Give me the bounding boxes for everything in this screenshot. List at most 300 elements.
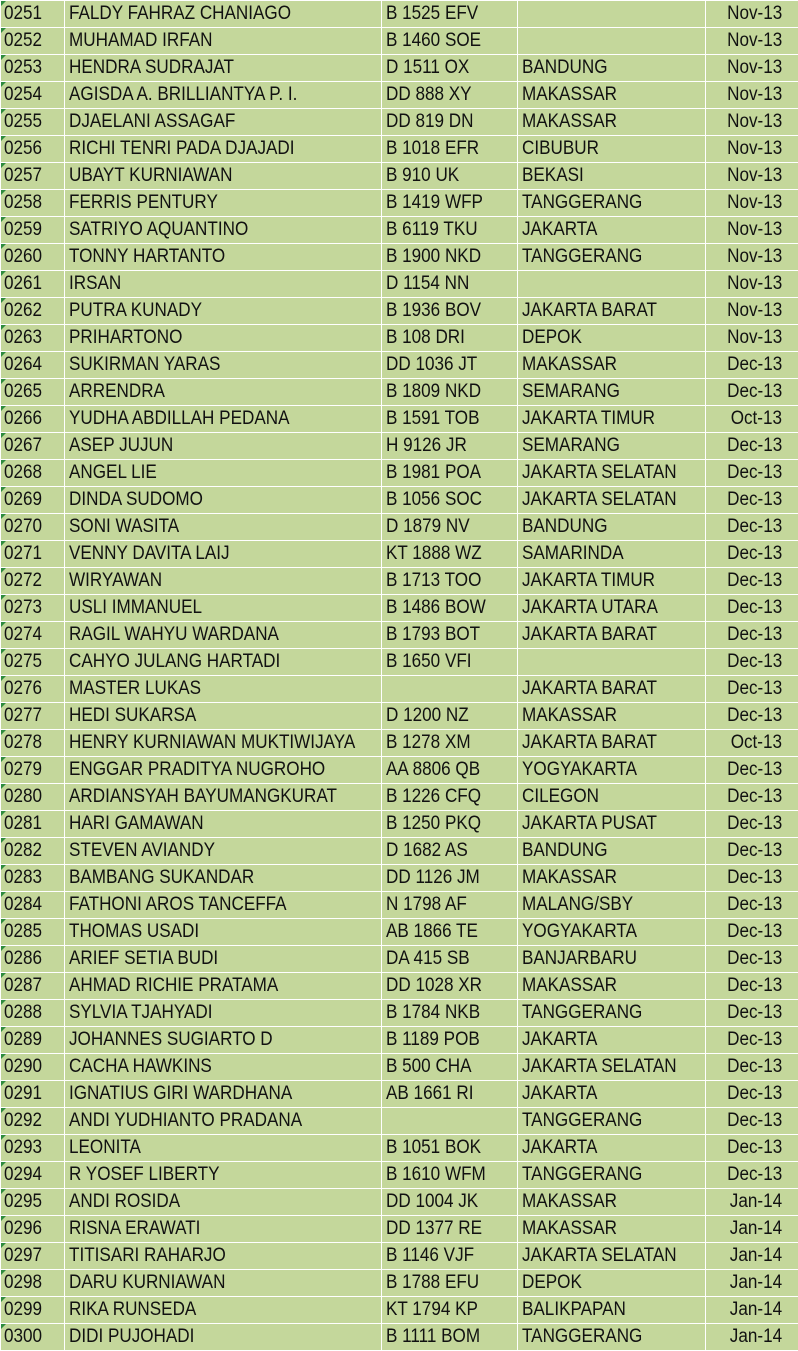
table-row [1, 1081, 798, 1108]
cell-date[interactable] [706, 460, 798, 487]
cell-name[interactable] [65, 298, 382, 325]
cell-city[interactable] [518, 838, 706, 865]
cell-plate[interactable] [382, 325, 518, 352]
cell-date[interactable] [706, 1162, 798, 1189]
cell-date[interactable] [706, 433, 798, 460]
cell-name[interactable] [65, 703, 382, 730]
cell-plate[interactable] [382, 568, 518, 595]
cell-plate[interactable] [382, 1108, 518, 1135]
cell-name[interactable] [65, 1027, 382, 1054]
cell-city-text: DEPOK [522, 1272, 582, 1293]
cell-number[interactable] [1, 919, 65, 946]
cell-city[interactable] [518, 595, 706, 622]
cell-number[interactable] [1, 271, 65, 298]
cell-plate[interactable] [382, 730, 518, 757]
cell-date[interactable] [706, 541, 798, 568]
cell-city[interactable] [518, 1081, 706, 1108]
cell-plate[interactable] [382, 1297, 518, 1324]
cell-date[interactable] [706, 1270, 798, 1297]
cell-number[interactable] [1, 460, 65, 487]
cell-date[interactable] [706, 1243, 798, 1270]
cell-plate[interactable] [382, 1, 518, 28]
cell-number[interactable] [1, 28, 65, 55]
cell-plate-text: B 1788 EFU [386, 1272, 480, 1293]
cell-number[interactable] [1, 1189, 65, 1216]
cell-name-text: HENDRA SUDRAJAT [69, 57, 235, 78]
cell-number[interactable] [1, 325, 65, 352]
cell-name[interactable] [65, 1324, 382, 1351]
cell-number-text: 0288 [4, 1002, 43, 1023]
cell-city[interactable] [518, 163, 706, 190]
cell-date[interactable] [706, 703, 798, 730]
cell-number[interactable] [1, 433, 65, 460]
cell-plate[interactable] [382, 973, 518, 1000]
cell-city[interactable] [518, 946, 706, 973]
cell-plate[interactable] [382, 487, 518, 514]
cell-date[interactable] [706, 109, 798, 136]
cell-number[interactable] [1, 1, 65, 28]
cell-name[interactable] [65, 406, 382, 433]
table-row [1, 1108, 798, 1135]
cell-name[interactable] [65, 865, 382, 892]
cell-number[interactable] [1, 595, 65, 622]
cell-city[interactable] [518, 892, 706, 919]
cell-number[interactable] [1, 1162, 65, 1189]
cell-name[interactable] [65, 325, 382, 352]
cell-plate[interactable] [382, 703, 518, 730]
cell-number[interactable] [1, 865, 65, 892]
cell-name-text: CAHYO JULANG HARTADI [69, 651, 281, 672]
cell-name[interactable] [65, 1297, 382, 1324]
cell-date[interactable] [706, 298, 798, 325]
cell-city[interactable] [518, 1270, 706, 1297]
cell-name[interactable] [65, 811, 382, 838]
cell-city[interactable] [518, 1243, 706, 1270]
cell-plate[interactable] [382, 460, 518, 487]
cell-number[interactable] [1, 487, 65, 514]
cell-name[interactable] [65, 379, 382, 406]
cell-number-text: 0276 [4, 678, 43, 699]
cell-plate[interactable] [382, 514, 518, 541]
cell-number[interactable] [1, 676, 65, 703]
cell-city-text: JAKARTA UTARA [522, 597, 658, 618]
cell-city[interactable] [518, 730, 706, 757]
cell-city-text: SEMARANG [522, 381, 620, 402]
cell-number[interactable] [1, 838, 65, 865]
cell-date[interactable] [706, 163, 798, 190]
cell-city[interactable] [518, 1216, 706, 1243]
cell-number[interactable] [1, 406, 65, 433]
cell-name-text: JOHANNES SUGIARTO D [69, 1029, 273, 1050]
cell-plate-text: D 1154 NN [386, 273, 470, 294]
cell-city[interactable] [518, 325, 706, 352]
cell-name[interactable] [65, 757, 382, 784]
table-row [1, 433, 798, 460]
cell-number[interactable] [1, 568, 65, 595]
cell-name-text: SONI WASITA [69, 516, 180, 537]
cell-name-text: VENNY DAVITA LAIJ [69, 543, 230, 564]
cell-name[interactable] [65, 244, 382, 271]
cell-plate[interactable] [382, 784, 518, 811]
cell-city[interactable] [518, 1135, 706, 1162]
cell-city[interactable] [518, 811, 706, 838]
cell-city-text: JAKARTA BARAT [522, 300, 657, 321]
cell-number[interactable] [1, 1027, 65, 1054]
cell-name[interactable] [65, 1162, 382, 1189]
cell-number[interactable] [1, 514, 65, 541]
cell-name[interactable] [65, 1135, 382, 1162]
cell-date[interactable] [706, 487, 798, 514]
cell-plate[interactable] [382, 55, 518, 82]
cell-city[interactable] [518, 1054, 706, 1081]
cell-city[interactable] [518, 217, 706, 244]
cell-name[interactable] [65, 649, 382, 676]
cell-date[interactable] [706, 622, 798, 649]
cell-plate[interactable] [382, 271, 518, 298]
cell-name[interactable] [65, 568, 382, 595]
cell-plate[interactable] [382, 298, 518, 325]
cell-number-text: 0299 [4, 1299, 43, 1320]
cell-name-text: STEVEN AVIANDY [69, 840, 216, 861]
cell-date-text: Dec-13 [726, 840, 782, 861]
cell-name[interactable] [65, 1, 382, 28]
cell-name[interactable] [65, 1189, 382, 1216]
cell-date-text: Dec-13 [726, 705, 782, 726]
cell-name[interactable] [65, 1216, 382, 1243]
cell-date[interactable] [706, 406, 798, 433]
cell-name[interactable] [65, 1108, 382, 1135]
cell-city[interactable] [518, 1297, 706, 1324]
cell-name-text: PUTRA KUNADY [69, 300, 203, 321]
cell-city-text: MAKASSAR [522, 1191, 618, 1212]
cell-date[interactable] [706, 352, 798, 379]
cell-city[interactable] [518, 649, 706, 676]
cell-date[interactable] [706, 676, 798, 703]
cell-number[interactable] [1, 730, 65, 757]
cell-date[interactable] [706, 919, 798, 946]
cell-plate[interactable] [382, 757, 518, 784]
cell-number[interactable] [1, 703, 65, 730]
cell-name[interactable] [65, 1000, 382, 1027]
cell-plate[interactable] [382, 109, 518, 136]
cell-name[interactable] [65, 892, 382, 919]
cell-city[interactable] [518, 757, 706, 784]
cell-number[interactable] [1, 82, 65, 109]
cell-number-text: 0257 [4, 165, 43, 186]
cell-date[interactable] [706, 28, 798, 55]
cell-city-text: TANGGERANG [522, 1326, 643, 1347]
cell-city[interactable] [518, 433, 706, 460]
cell-name-text: UBAYT KURNIAWAN [69, 165, 233, 186]
cell-name[interactable] [65, 541, 382, 568]
cell-number[interactable] [1, 136, 65, 163]
cell-city[interactable] [518, 244, 706, 271]
cell-number-text: 0297 [4, 1245, 43, 1266]
cell-name[interactable] [65, 946, 382, 973]
cell-plate[interactable] [382, 1324, 518, 1351]
cell-name[interactable] [65, 622, 382, 649]
cell-number[interactable] [1, 946, 65, 973]
cell-plate-text: DD 819 DN [386, 111, 474, 132]
cell-city[interactable] [518, 865, 706, 892]
cell-number[interactable] [1, 622, 65, 649]
cell-plate[interactable] [382, 136, 518, 163]
cell-date[interactable] [706, 379, 798, 406]
cell-number[interactable] [1, 1324, 65, 1351]
cell-city[interactable] [518, 406, 706, 433]
cell-plate[interactable] [382, 1081, 518, 1108]
cell-number[interactable] [1, 1081, 65, 1108]
cell-name[interactable] [65, 487, 382, 514]
cell-plate-text: B 1056 SOC [386, 489, 483, 510]
cell-number-text: 0287 [4, 975, 43, 996]
cell-number-text: 0260 [4, 246, 43, 267]
cell-name[interactable] [65, 838, 382, 865]
cell-plate[interactable] [382, 622, 518, 649]
cell-date[interactable] [706, 55, 798, 82]
cell-name-text: PRIHARTONO [69, 327, 183, 348]
cell-plate-text: B 1525 EFV [386, 3, 479, 24]
cell-city[interactable] [518, 1108, 706, 1135]
cell-city[interactable] [518, 1, 706, 28]
cell-name[interactable] [65, 676, 382, 703]
cell-date[interactable] [706, 1000, 798, 1027]
cell-name[interactable] [65, 595, 382, 622]
cell-number[interactable] [1, 811, 65, 838]
cell-city[interactable] [518, 514, 706, 541]
cell-plate[interactable] [382, 406, 518, 433]
cell-number[interactable] [1, 784, 65, 811]
cell-city[interactable] [518, 271, 706, 298]
cell-date[interactable] [706, 838, 798, 865]
cell-number[interactable] [1, 379, 65, 406]
cell-date[interactable] [706, 865, 798, 892]
cell-name[interactable] [65, 514, 382, 541]
cell-number[interactable] [1, 109, 65, 136]
cell-name[interactable] [65, 136, 382, 163]
cell-plate[interactable] [382, 1054, 518, 1081]
cell-date[interactable] [706, 514, 798, 541]
cell-date[interactable] [706, 1216, 798, 1243]
cell-number[interactable] [1, 1297, 65, 1324]
cell-plate-text: KT 1888 WZ [386, 543, 482, 564]
cell-name[interactable] [65, 919, 382, 946]
cell-name[interactable] [65, 190, 382, 217]
cell-date[interactable] [706, 1081, 798, 1108]
cell-date[interactable] [706, 757, 798, 784]
cell-date[interactable] [706, 1, 798, 28]
cell-date[interactable] [706, 1324, 798, 1351]
cell-date[interactable] [706, 217, 798, 244]
cell-plate[interactable] [382, 838, 518, 865]
cell-number-text: 0253 [4, 57, 43, 78]
cell-number[interactable] [1, 55, 65, 82]
cell-city[interactable] [518, 1000, 706, 1027]
cell-number[interactable] [1, 649, 65, 676]
cell-date-text: Jan-14 [729, 1272, 782, 1293]
cell-plate[interactable] [382, 811, 518, 838]
cell-date[interactable] [706, 973, 798, 1000]
cell-city[interactable] [518, 352, 706, 379]
cell-plate[interactable] [382, 946, 518, 973]
cell-plate[interactable] [382, 433, 518, 460]
cell-city[interactable] [518, 1162, 706, 1189]
cell-city[interactable] [518, 136, 706, 163]
cell-name[interactable] [65, 1081, 382, 1108]
cell-number[interactable] [1, 352, 65, 379]
cell-number[interactable] [1, 1216, 65, 1243]
cell-name[interactable] [65, 973, 382, 1000]
cell-city[interactable] [518, 973, 706, 1000]
cell-plate[interactable] [382, 1135, 518, 1162]
cell-number[interactable] [1, 217, 65, 244]
cell-number[interactable] [1, 757, 65, 784]
cell-plate-text: B 1809 NKD [386, 381, 482, 402]
cell-date[interactable] [706, 136, 798, 163]
cell-date[interactable] [706, 1189, 798, 1216]
cell-city[interactable] [518, 541, 706, 568]
cell-name[interactable] [65, 730, 382, 757]
cell-city[interactable] [518, 568, 706, 595]
cell-number[interactable] [1, 541, 65, 568]
cell-date[interactable] [706, 811, 798, 838]
cell-name[interactable] [65, 460, 382, 487]
cell-number[interactable] [1, 1108, 65, 1135]
cell-city[interactable] [518, 1189, 706, 1216]
cell-name[interactable] [65, 784, 382, 811]
cell-plate[interactable] [382, 892, 518, 919]
cell-plate-text: B 1610 WFM [386, 1164, 486, 1185]
cell-city[interactable] [518, 622, 706, 649]
cell-plate[interactable] [382, 1243, 518, 1270]
cell-plate-text: AB 1866 TE [386, 921, 478, 942]
cell-number[interactable] [1, 1270, 65, 1297]
cell-plate[interactable] [382, 1162, 518, 1189]
cell-number[interactable] [1, 298, 65, 325]
cell-plate[interactable] [382, 217, 518, 244]
cell-plate[interactable] [382, 919, 518, 946]
cell-plate[interactable] [382, 676, 518, 703]
cell-date-text: Dec-13 [726, 867, 782, 888]
cell-city[interactable] [518, 919, 706, 946]
cell-number[interactable] [1, 892, 65, 919]
cell-number[interactable] [1, 1243, 65, 1270]
cell-number-text: 0277 [4, 705, 43, 726]
cell-plate[interactable] [382, 865, 518, 892]
cell-city[interactable] [518, 1324, 706, 1351]
cell-date[interactable] [706, 946, 798, 973]
cell-name[interactable] [65, 28, 382, 55]
cell-city[interactable] [518, 1027, 706, 1054]
cell-name[interactable] [65, 109, 382, 136]
cell-date-text: Dec-13 [726, 894, 782, 915]
cell-plate[interactable] [382, 379, 518, 406]
cell-name-text: DJAELANI ASSAGAF [69, 111, 236, 132]
cell-date[interactable] [706, 784, 798, 811]
cell-plate[interactable] [382, 1189, 518, 1216]
cell-number[interactable] [1, 190, 65, 217]
cell-date-text: Jan-14 [729, 1218, 782, 1239]
cell-city[interactable] [518, 190, 706, 217]
cell-date[interactable] [706, 82, 798, 109]
cell-date[interactable] [706, 649, 798, 676]
cell-date[interactable] [706, 568, 798, 595]
cell-plate[interactable] [382, 595, 518, 622]
cell-name[interactable] [65, 271, 382, 298]
cell-name[interactable] [65, 55, 382, 82]
cell-name[interactable] [65, 1054, 382, 1081]
cell-number[interactable] [1, 1000, 65, 1027]
cell-name[interactable] [65, 1243, 382, 1270]
cell-date[interactable] [706, 1108, 798, 1135]
cell-number[interactable] [1, 973, 65, 1000]
cell-name[interactable] [65, 352, 382, 379]
cell-number[interactable] [1, 163, 65, 190]
cell-date[interactable] [706, 325, 798, 352]
cell-city[interactable] [518, 379, 706, 406]
cell-number[interactable] [1, 1054, 65, 1081]
cell-plate[interactable] [382, 352, 518, 379]
table-body [1, 1, 798, 1351]
cell-city[interactable] [518, 82, 706, 109]
cell-city[interactable] [518, 703, 706, 730]
cell-city[interactable] [518, 28, 706, 55]
cell-plate[interactable] [382, 163, 518, 190]
cell-plate[interactable] [382, 1216, 518, 1243]
cell-city-text: TANGGERANG [522, 1110, 643, 1131]
cell-plate[interactable] [382, 244, 518, 271]
cell-plate[interactable] [382, 1027, 518, 1054]
cell-number-text: 0269 [4, 489, 43, 510]
cell-name[interactable] [65, 82, 382, 109]
cell-city[interactable] [518, 109, 706, 136]
cell-city[interactable] [518, 487, 706, 514]
cell-name[interactable] [65, 163, 382, 190]
cell-name[interactable] [65, 1270, 382, 1297]
cell-plate[interactable] [382, 82, 518, 109]
cell-plate[interactable] [382, 28, 518, 55]
cell-city[interactable] [518, 676, 706, 703]
cell-plate[interactable] [382, 1000, 518, 1027]
cell-city[interactable] [518, 298, 706, 325]
cell-date[interactable] [706, 892, 798, 919]
cell-date[interactable] [706, 1027, 798, 1054]
cell-date[interactable] [706, 730, 798, 757]
table-row [1, 568, 798, 595]
cell-date[interactable] [706, 1297, 798, 1324]
table-row [1, 352, 798, 379]
cell-city-text: JAKARTA BARAT [522, 624, 657, 645]
cell-plate[interactable] [382, 190, 518, 217]
cell-plate[interactable] [382, 541, 518, 568]
cell-date[interactable] [706, 595, 798, 622]
table-row [1, 1135, 798, 1162]
cell-number[interactable] [1, 1135, 65, 1162]
cell-city[interactable] [518, 55, 706, 82]
cell-date[interactable] [706, 1054, 798, 1081]
cell-plate[interactable] [382, 1270, 518, 1297]
cell-number[interactable] [1, 244, 65, 271]
cell-name[interactable] [65, 217, 382, 244]
cell-date[interactable] [706, 244, 798, 271]
cell-date[interactable] [706, 271, 798, 298]
cell-date[interactable] [706, 190, 798, 217]
cell-date[interactable] [706, 1135, 798, 1162]
cell-city[interactable] [518, 460, 706, 487]
cell-name[interactable] [65, 433, 382, 460]
cell-city[interactable] [518, 784, 706, 811]
cell-plate[interactable] [382, 649, 518, 676]
